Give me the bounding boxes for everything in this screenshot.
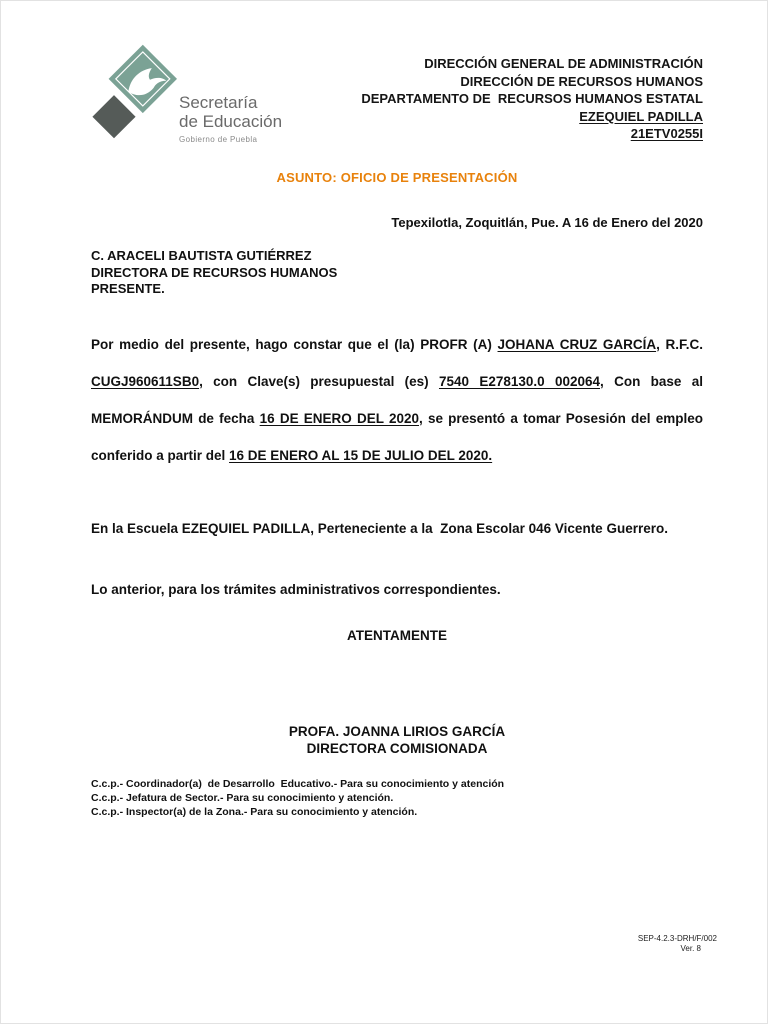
logo-gov-label: Gobierno de Puebla xyxy=(179,135,258,144)
signature-block xyxy=(91,723,703,757)
cc-item-3: C.c.p.- Inspector(a) de la Zona.- Para su conocimiento y atención. xyxy=(91,806,418,819)
school-code: 21ETV0255I xyxy=(630,126,703,141)
underlined-value: 7540 E278130.0 002064 xyxy=(438,373,601,389)
header-line-2: DIRECCIÓN DE RECURSOS HUMANOS xyxy=(460,73,703,89)
logo-org-name-line1: Secretaría xyxy=(179,93,258,112)
cc-list xyxy=(91,777,703,819)
cc-item-2: C.c.p.- Jefatura de Sector.- Para su conocimiento y atención. xyxy=(91,792,394,805)
logo-wordmark xyxy=(179,93,282,144)
paragraph-text: Por medio del presente, hago constar que el (la) PROFR (A) xyxy=(91,336,498,352)
underlined-value: JOHANA CRUZ GARCÍA xyxy=(497,336,657,352)
signature-name: PROFA. JOANNA LIRIOS GARCÍA xyxy=(288,724,506,740)
paragraph-text: , R.F.C. xyxy=(656,336,704,352)
recipient-title: DIRECTORA DE RECURSOS HUMANOS xyxy=(91,264,338,280)
paragraph-text: , Con base al MEMORÁNDUM de fecha xyxy=(91,373,703,426)
form-footer xyxy=(638,934,717,954)
form-code: SEP-4.2.3-DRH/F/002 xyxy=(637,934,717,943)
school-name: EZEQUIEL PADILLA xyxy=(579,108,703,124)
header-line-1: DIRECCIÓN GENERAL DE ADMINISTRACIÓN xyxy=(424,56,703,71)
sep-logo xyxy=(87,41,337,144)
subject-line: ASUNTO: OFICIO DE PRESENTACIÓN xyxy=(276,170,518,185)
underlined-value: CUGJ960611SB0 xyxy=(91,373,200,389)
underlined-value: 16 DE ENERO DEL 2020 xyxy=(259,410,419,426)
recipient-block xyxy=(91,248,703,298)
body-paragraph-3: Lo anterior, para los trámites administrativos correspondientes. xyxy=(91,582,501,598)
form-version: Ver. 8 xyxy=(680,944,701,953)
closing: ATENTAMENTE xyxy=(347,628,447,644)
recipient-name: C. ARACELI BAUTISTA GUTIÉRREZ xyxy=(91,248,312,263)
letterhead xyxy=(91,41,703,144)
header-line-3: DEPARTAMENTO DE RECURSOS HUMANOS ESTATAL xyxy=(361,91,703,106)
underlined-value: 16 DE ENERO AL 15 DE JULIO DEL 2020. xyxy=(229,447,493,463)
header-department-block xyxy=(337,55,703,143)
dateline: Tepexilotla, Zoquitlán, Pue. A 16 de Enero del 2020 xyxy=(391,215,703,230)
recipient-salutation: PRESENTE. xyxy=(91,281,165,296)
logo-org-name xyxy=(179,93,282,131)
body-paragraph-2: En la Escuela EZEQUIEL PADILLA, Perteneciente a la Zona Escolar 046 Vicente Guerrero. xyxy=(91,521,668,536)
sep-logo-mark xyxy=(87,41,177,142)
logo-diamond-dark xyxy=(92,95,135,138)
cc-item-1: C.c.p.- Coordinador(a) de Desarrollo Educativo.- Para su conocimiento y atención xyxy=(91,778,505,791)
signature-title: DIRECTORA COMISIONADA xyxy=(306,741,488,757)
paragraph-text: , se presentó a tomar Posesión del empleo conferido a partir del xyxy=(91,410,703,463)
paragraph-text: , con Clave(s) presupuestal (es) xyxy=(199,373,439,389)
logo-org-name-line2: de Educación xyxy=(179,112,283,131)
body-paragraph-1 xyxy=(91,326,703,475)
